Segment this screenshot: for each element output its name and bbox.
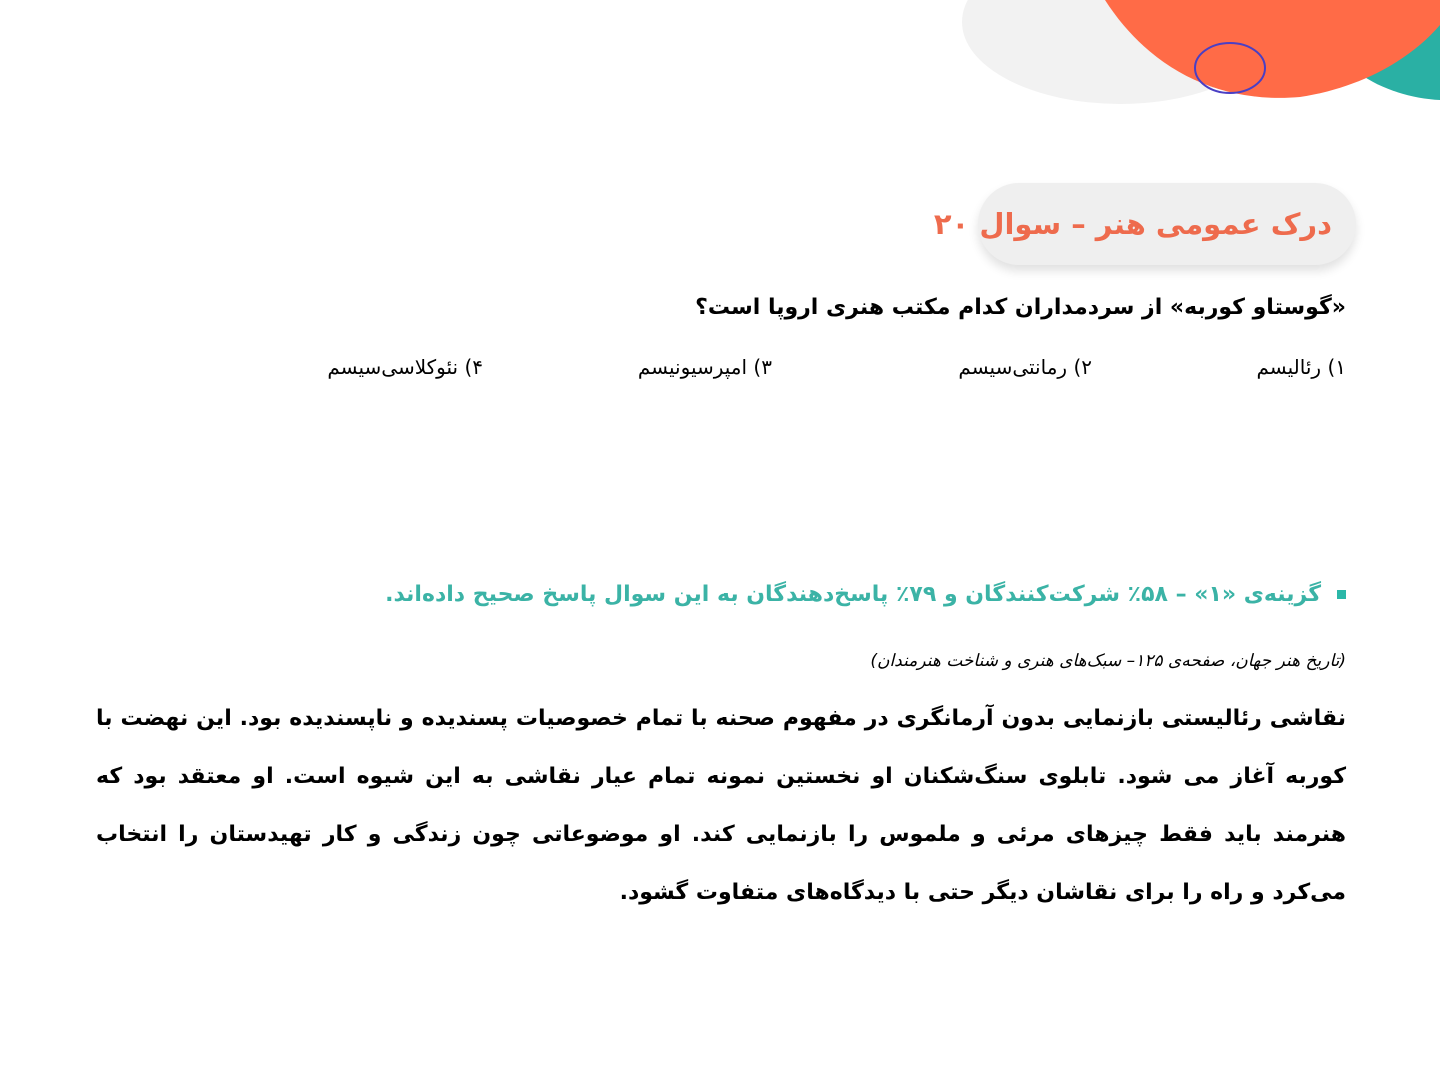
gray-blob-shape: [962, 0, 1278, 104]
explanation-paragraph: نقاشی رئالیستی بازنمایی بدون آرمانگری در مفهوم صحنه با تمام خصوصیات پسندیده و ناپسندیده بود. این نهضت با کوربه آغاز می شود. تابلوی سنگ‌شکنان او نخستین نمونه تمام عیار نقاشی به این شیوه است. او معتقد بود که هنرمند باید فقط چیزهای مرئی و ملموس را بازنمایی کند. او موضوعاتی چون زندگی و کار تهیدستان را انتخاب می‌کرد و راه را برای نقاشان دیگر حتی با دیدگاه‌های متفاوت گشود.: [96, 706, 1346, 905]
page-title: درک عمومی هنر – سوال ۲۰: [933, 207, 1332, 241]
answer-text: گزینه‌ی «۱» – ۵۸٪ شرکت‌کنندگان و ۷۹٪ پاسخ‌دهندگان به این سوال پاسخ صحیح داده‌اند.: [385, 582, 1321, 607]
source-citation: (تاریخ هنر جهان، صفحه‌ی ۱۲۵– سبک‌های هنری و شناخت هنرمندان): [870, 651, 1346, 671]
option-3: ۳) امپرسیونیسم: [637, 355, 772, 379]
option-4: ۴) نئوکلاسی‌سیسم: [327, 355, 483, 379]
title-banner: [933, 183, 1356, 265]
teal-blob-shape: [1330, 0, 1440, 100]
orange-blob-shape: [1105, 0, 1440, 98]
option-2: ۲) رمانتی‌سیسم: [958, 355, 1092, 379]
answer-line: [246, 582, 1346, 607]
question-text: «گوستاو کوربه» از سردمداران کدام مکتب هنری اروپا است؟: [695, 295, 1346, 320]
ring-outline-shape: [1195, 43, 1265, 93]
square-bullet-icon: [1337, 590, 1346, 599]
option-1: ۱) رئالیسم: [1256, 355, 1346, 379]
